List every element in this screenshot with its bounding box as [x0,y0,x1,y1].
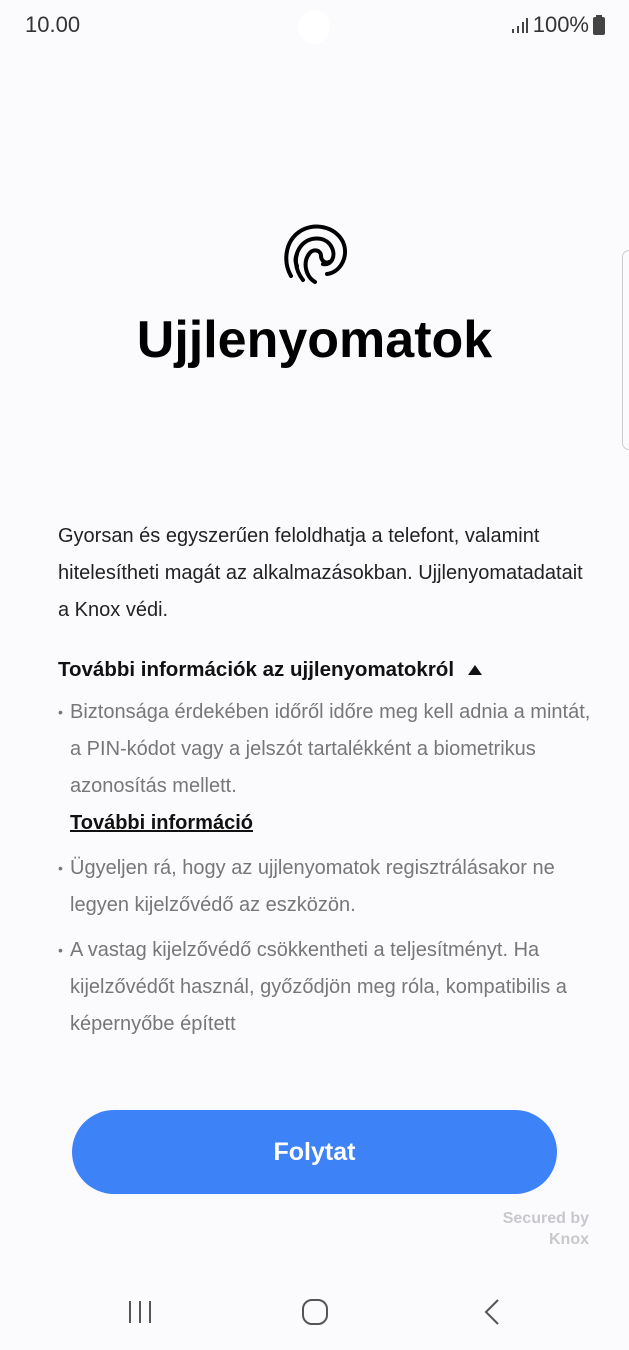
bullet-text: Ügyeljen rá, hogy az ujjlenyomatok regisztrálásakor ne legyen kijelzővédő az eszközön. [70,857,555,916]
secured-by-knox [503,1208,589,1250]
home-button[interactable] [285,1290,345,1334]
knox-label: Knox [549,1231,589,1248]
battery-icon [593,15,605,35]
status-icons [511,12,605,38]
fingerprint-icon [281,220,349,288]
home-icon [301,1298,329,1326]
camera-cutout [298,10,330,44]
signal-icon [511,17,529,33]
list-item [58,850,598,924]
list-item [58,694,598,842]
back-button[interactable] [462,1290,522,1334]
edge-panel-handle[interactable] [622,250,629,450]
description: Gyorsan és egyszerűen feloldhatja a telefont, valamint hitelesítheti magát az alkalmazásokban. Ujjlenyomatadatait a Knox védi. [58,525,583,621]
more-info-header: További információk az ujjlenyomatokról [58,658,455,681]
battery-percent: 100% [532,12,589,37]
status-time: 10.00 [25,12,81,37]
back-icon [482,1298,502,1326]
bullet-text: Biztonsága érdekében időről időre meg kell adnia a mintát, a PIN-kódot vagy a jelszót tartalékként a biometrikus azonosítás mellett. [70,701,591,797]
info-list [58,694,598,1043]
list-item [58,932,598,1043]
continue-button[interactable]: Folytat [72,1110,557,1194]
recent-apps-button[interactable] [110,1290,170,1334]
collapse-triangle-icon [468,665,482,675]
scroll-content[interactable] [58,518,598,1082]
secured-by-label: Secured by [502,1210,589,1227]
recent-apps-icon [126,1300,154,1324]
page-title: Ujjlenyomatok [136,311,493,369]
bullet-text: A vastag kijelzővédő csökkentheti a teljesítményt. Ha kijelzővédőt használ, győződjön meg róla, kompatibilis a képernyőbe épített [70,939,567,1035]
more-info-toggle[interactable] [58,651,598,688]
more-info-link[interactable]: További információ [70,812,253,834]
